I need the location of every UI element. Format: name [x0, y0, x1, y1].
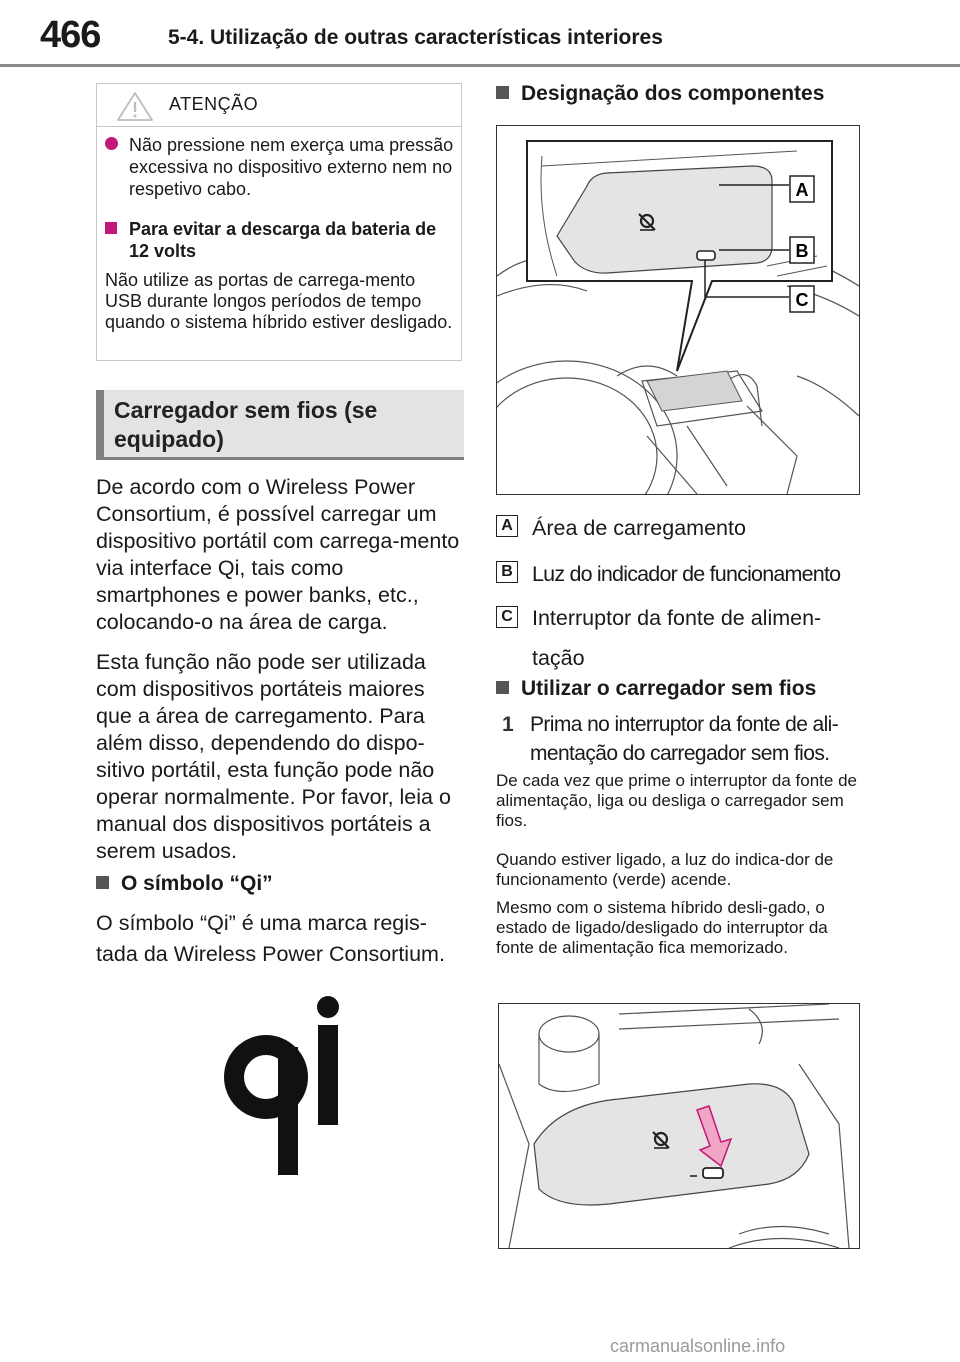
legend-text: Área de carregamento [532, 516, 746, 540]
qi-heading [96, 872, 273, 896]
legend-text: Luz do indicador de funcionamento [532, 562, 841, 586]
warning-title: ATENÇÃO [169, 94, 259, 114]
console-illustration [497, 126, 859, 494]
legend-key: B [496, 561, 518, 583]
square-bullet-icon [96, 876, 109, 889]
callout-a: A [795, 180, 809, 200]
section-title: 5-4. Utilização de outras características interiores [168, 26, 663, 49]
warning-box [96, 83, 462, 361]
section-banner-text: Carregador sem fios (se equipado) [114, 397, 378, 452]
qi-paragraph: O símbolo “Qi” é uma marca regis-tada da Wireless Power Consortium. [96, 911, 445, 966]
legend-text: Interruptor da fonte de alimen-tação [532, 606, 822, 670]
components-heading [496, 82, 824, 106]
callout-c: C [795, 290, 809, 310]
warning-subheading-text: Para evitar a descarga da bateria de 12 volts [129, 219, 437, 261]
limitation-paragraph: Esta função não pode ser utilizada com dispositivos portáteis maiores que a área de carregamento. Para além disso, dependendo do dispo-sitivo portátil, esta função pode não operar normalmente. Por favor, leia o manual dos dispositivos portáteis a serem usados. [96, 650, 451, 863]
note-toggle: De cada vez que prime o interruptor da fonte de alimentação, liga ou desliga o carregador sem fios. [496, 771, 857, 830]
step-text: Prima no interruptor da fonte de ali-mentação do carregador sem fios. [530, 713, 839, 765]
use-heading-text: Utilizar o carregador sem fios [521, 677, 817, 700]
header-rule [0, 64, 960, 67]
warning-header [97, 84, 461, 127]
page-number: 466 [40, 14, 101, 56]
callout-b: B [795, 241, 809, 261]
components-heading-text: Designação dos componentes [521, 82, 825, 105]
square-bullet-icon [496, 86, 509, 99]
warning-body: Não utilize as portas de carrega-mento USB durante longos períodos de tempo quando o sistema híbrido estiver desligado. [105, 270, 453, 332]
step-1 [496, 710, 866, 768]
warning-bullet [105, 134, 455, 200]
note-memory: Mesmo com o sistema híbrido desli-gado, o estado de ligado/desligado do interruptor da fonte de alimentação fica memorizado. [496, 898, 828, 957]
step-number: 1 [502, 713, 514, 736]
warning-triangle-icon [115, 90, 155, 122]
qi-heading-text: O símbolo “Qi” [121, 872, 273, 895]
components-figure [496, 125, 860, 495]
qi-logo-icon [222, 995, 342, 1177]
square-bullet-icon [496, 681, 509, 694]
square-bullet-icon [105, 222, 117, 234]
watermark: carmanualsonline.info [610, 1336, 786, 1356]
intro-paragraph: De acordo com o Wireless Power Consortium, é possível carregar um dispositivo portátil com carrega-mento via interface Qi, tais como smartphones e power banks, etc., colocando-o na área de carga. [96, 475, 460, 634]
use-heading [496, 677, 816, 701]
switch-figure [498, 1003, 860, 1249]
warning-bullet-text: Não pressione nem exerça uma pressão excessiva no dispositivo externo nem no respetivo cabo. [129, 135, 454, 199]
switch-illustration [499, 1004, 859, 1248]
legend-key: C [496, 606, 518, 628]
bullet-dot-icon [105, 137, 118, 150]
warning-subheading [105, 218, 455, 262]
section-banner [96, 390, 464, 460]
legend-key: A [496, 515, 518, 537]
note-indicator: Quando estiver ligado, a luz do indica-dor de funcionamento (verde) acende. [496, 850, 834, 889]
